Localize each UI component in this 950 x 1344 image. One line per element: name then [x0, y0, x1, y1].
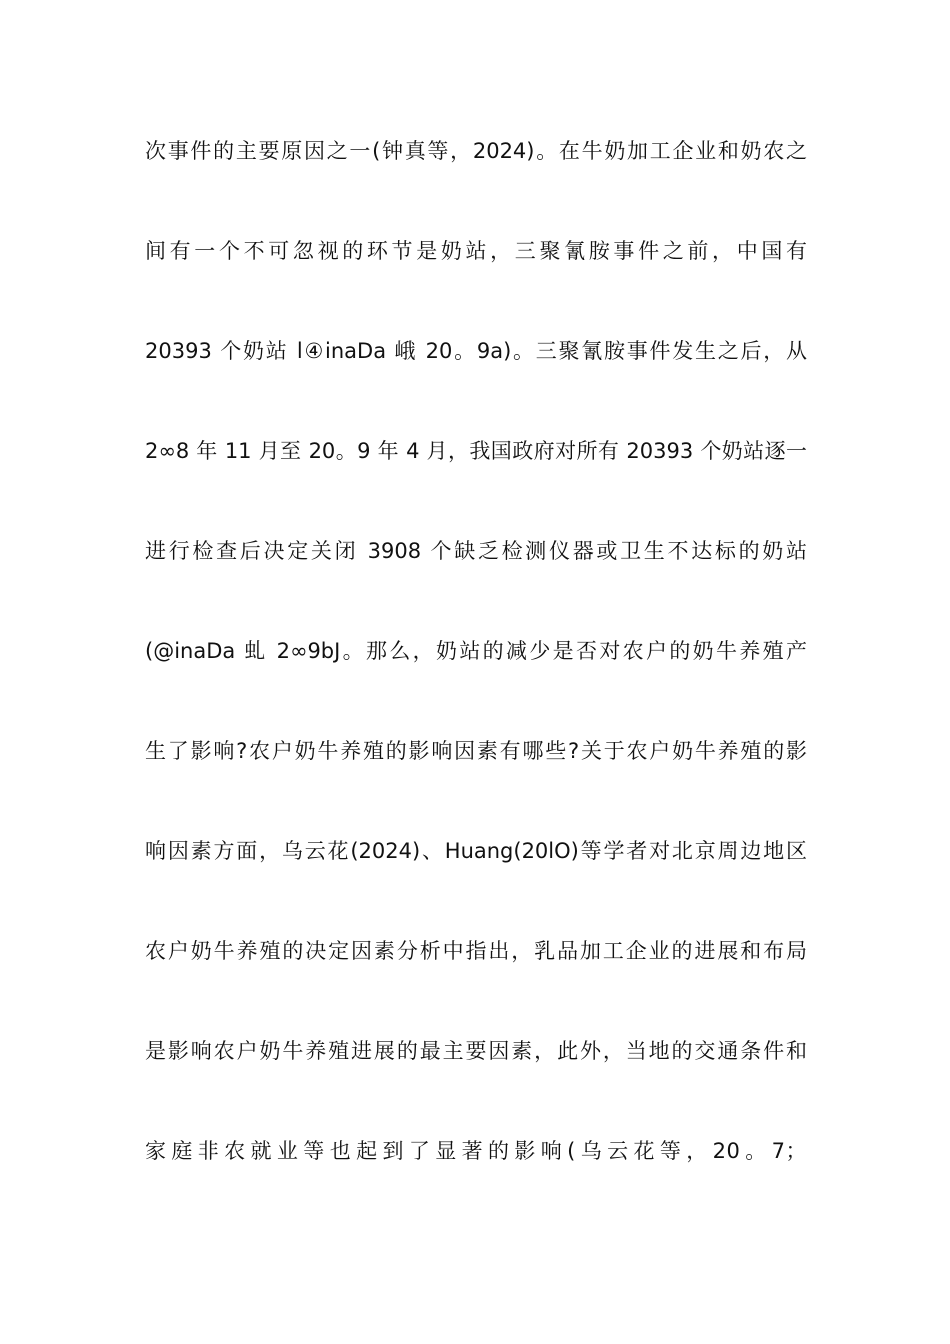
text-line: 生了影响?农户奶牛养殖的影响因素有哪些?关于农户奶牛养殖的影	[145, 739, 807, 763]
text-line: 是影响农户奶牛养殖进展的最主要因素，此外，当地的交通条件和	[145, 1039, 807, 1063]
text-line: 进行检查后决定关闭 3908 个缺乏检测仪器或卫生不达标的奶站	[145, 539, 807, 563]
text-line: 2∞8 年 11 月至 20。9 年 4 月，我国政府对所有 20393 个奶站逐一	[145, 439, 807, 463]
text-line: 间有一个不可忽视的环节是奶站，三聚氰胺事件之前，中国有	[145, 239, 807, 263]
text-line: 20393 个奶站 l④inaDa 峨 20。9a)。三聚氰胺事件发生之后，从	[145, 339, 807, 363]
text-line: 响因素方面，乌云花(2024)、Huang(20lO)等学者对北京周边地区	[145, 839, 807, 863]
body-text	[145, 131, 807, 1231]
text-line: 农户奶牛养殖的决定因素分析中指出，乳品加工企业的进展和布局	[145, 939, 807, 963]
text-line: 次事件的主要原因之一(钟真等，2024)。在牛奶加工企业和奶农之	[145, 139, 807, 163]
text-line: 家庭非农就业等也起到了显著的影响(乌云花等，20。7；	[145, 1139, 807, 1163]
text-line: (@inaDa 虬 2∞9bJ。那么，奶站的减少是否对农户的奶牛养殖产	[145, 639, 807, 663]
